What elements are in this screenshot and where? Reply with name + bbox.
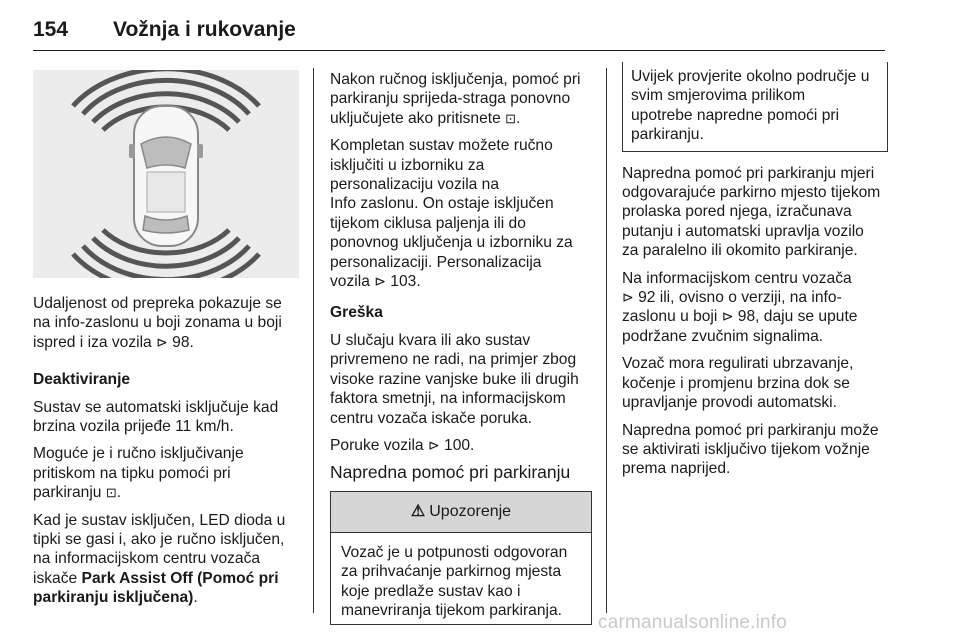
column-3	[622, 70, 888, 487]
paragraph: Poruke vozila ⊳ 100.	[330, 436, 475, 454]
warning-header	[331, 491, 591, 533]
warning-box	[330, 491, 592, 626]
paragraph: Kad je sustav isključen, LED dioda u tipki se gasi i, ako je ručno isključen, na informacijskom centru vozača iskače Park Assist Off (Pomoć pri parkiranju isključena).	[33, 511, 286, 607]
column-2	[330, 70, 592, 625]
reference-arrow-icon: ⊳	[622, 289, 634, 306]
warning-body: Vozač je u potpunosti odgovoran za prihvaćanje parkirnog mjesta koje predlaže sustav kao i manevriranja tijekom parkiranja.	[341, 543, 568, 619]
car-top-view-image	[33, 70, 299, 278]
paragraph: Kompletan sustav možete ručno isključiti u izborniku za personalizaciju vozila na Info zaslonu. On ostaje isključen tijekom ciklusa paljenja ili do ponovnog uključenja u izborniku za personalizaciji. Personalizacija vozila ⊳ 103.	[330, 137, 573, 291]
paragraph: Na informacijskom centru vozača ⊳ 92 ili, ovisno o verziji, na info- zaslonu u boji ⊳ 98, daju se upute podržane zvučnim signalima.	[622, 269, 858, 345]
note-box: Uvijek provjerite okolno područje u svim smjerovima prilikom upotrebe napredne pomoći pri parkiranju.	[622, 62, 888, 152]
page-title: Vožnja i rukovanje	[113, 18, 296, 41]
column-divider	[313, 68, 314, 613]
page-number: 154	[33, 18, 69, 41]
fault-heading: Greška	[330, 304, 383, 322]
paragraph: Napredna pomoć pri parkiranju može se aktivirati isključivo tijekom vožnje prema naprijed.	[622, 421, 879, 478]
paragraph: Nakon ručnog isključenja, pomoć pri parkiranju sprijeda-straga ponovno uključujete ako pritisnete ⊡.	[330, 71, 581, 127]
paragraph: U slučaju kvara ili ako sustav privremeno ne radi, na primjer zbog visoke razine vanjske buke ili drugih faktora smetnji, na informacijskom centru vozača iskače poruka.	[330, 331, 579, 427]
page-header	[33, 14, 885, 51]
paragraph: Moguće je i ručno isključivanje pritiskom na tipku pomoći pri parkiranju ⊡.	[33, 445, 244, 502]
column-1	[33, 70, 299, 616]
park-assist-button-icon: ⊡	[105, 485, 117, 501]
paragraph: Vozač mora regulirati ubrzavanje, kočenje i promjenu brzina dok se upravljanje provodi automatski.	[622, 355, 854, 412]
paragraph: Sustav se automatski isključuje kad brzina vozila prijeđe 11 km/h.	[33, 398, 279, 436]
warning-triangle-icon: ⚠	[410, 503, 426, 521]
column-divider	[606, 68, 607, 613]
paragraph: Napredna pomoć pri parkiranju mjeri odgovarajuće parkirno mjesto tijekom prolaska pored njega, izračunava putanju i automatski upravlja vozilo za paralelno ili okomito parkiranje.	[622, 164, 881, 260]
reference-arrow-icon: ⊳	[374, 273, 386, 290]
reference-arrow-icon: ⊳	[721, 308, 734, 325]
section-heading: Napredna pomoć pri parkiranju	[330, 462, 571, 483]
watermark: carmanualsonline.info	[598, 612, 788, 633]
park-assist-button-icon: ⊡	[505, 110, 517, 126]
parking-sensor-illustration	[33, 70, 299, 278]
reference-arrow-icon: ⊳	[427, 436, 440, 453]
warning-title: Upozorenje	[429, 503, 512, 521]
figure-caption: Udaljenost od prepreka pokazuje se na info-zaslonu u boji zonama u boji ispred i iza vozila ⊳ 98.	[33, 295, 282, 351]
deactivation-heading: Deaktiviranje	[33, 371, 131, 389]
reference-arrow-icon: ⊳	[156, 333, 168, 350]
